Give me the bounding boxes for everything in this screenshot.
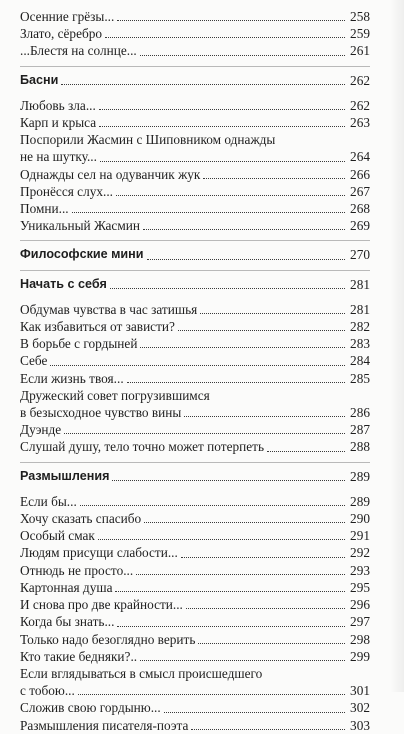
page-number: 289 <box>350 493 370 509</box>
entry-title: Кто такие бедняки?.. <box>20 648 138 664</box>
toc-entry <box>20 579 370 596</box>
dot-leader <box>186 608 345 609</box>
toc-entry-multiline <box>20 387 370 421</box>
entry-title: Пронёсся слух... <box>20 183 113 199</box>
toc-section <box>20 66 370 235</box>
page-number: 301 <box>350 683 370 699</box>
dot-leader <box>98 539 345 540</box>
entry-title: в безысходное чувство вины <box>20 405 182 421</box>
page-number: 303 <box>350 717 370 733</box>
section-heading <box>20 276 370 293</box>
toc-entry <box>20 8 370 25</box>
page-number: 287 <box>350 422 370 438</box>
dot-leader <box>78 694 345 695</box>
page-number: 281 <box>350 276 370 292</box>
toc-entry <box>20 97 370 114</box>
toc-entry <box>20 370 370 387</box>
entry-title: Осенние грёзы... <box>20 9 115 24</box>
entry-title: Однажды сел на одуванчик жук <box>20 166 201 182</box>
dot-leader <box>143 229 345 230</box>
section-heading <box>20 468 370 485</box>
toc-entry-multiline <box>20 131 370 165</box>
entry-title: Если жизнь твоя... <box>20 370 124 386</box>
dot-leader <box>112 480 345 481</box>
entry-title: ...Блестя на солнце... <box>20 43 137 59</box>
dot-leader <box>117 20 345 21</box>
dot-leader <box>64 433 345 434</box>
toc-entry <box>20 648 370 665</box>
entry-title: Дуэнде <box>20 422 62 438</box>
section-divider <box>20 66 370 67</box>
dot-leader <box>140 660 345 661</box>
dot-leader <box>99 109 345 110</box>
dot-leader <box>178 330 345 331</box>
entry-title: Философские мини <box>20 247 144 262</box>
toc-entry <box>20 148 370 165</box>
page-number: 285 <box>350 370 370 386</box>
page-number: 268 <box>350 201 370 217</box>
entry-title: Размышления писателя-поэта <box>20 717 189 733</box>
dot-leader <box>127 382 345 383</box>
entry-title: Людям присущи слабости... <box>20 545 178 561</box>
dot-leader <box>50 365 345 366</box>
toc-entry <box>20 404 370 421</box>
entry-title: Любовь зла... <box>20 97 96 113</box>
entry-title: Обдумав чувства в час затишья <box>20 301 198 317</box>
page-number: 282 <box>350 319 370 335</box>
dot-leader <box>116 195 345 196</box>
toc-entry <box>20 25 370 42</box>
entry-title: В борьбе с гордыней <box>20 336 138 352</box>
toc-section <box>20 240 370 263</box>
entry-title: Себе <box>20 353 48 369</box>
dot-leader <box>105 37 345 38</box>
entry-title: Слушай душу, тело точно может потерпеть <box>20 439 265 455</box>
dot-leader <box>61 84 345 85</box>
entry-title: Отнюдь не просто... <box>20 562 134 578</box>
table-of-contents <box>20 8 370 734</box>
dot-leader <box>100 161 345 162</box>
entry-title: с тобою... <box>20 683 75 699</box>
section-divider <box>20 270 370 271</box>
toc-entry <box>20 217 370 234</box>
toc-section <box>20 462 370 734</box>
page-number: 297 <box>350 614 370 630</box>
entry-title: Как избавиться от зависти? <box>20 319 175 335</box>
entry-title: Размышления <box>20 468 110 483</box>
dot-leader <box>147 259 345 260</box>
page-number: 262 <box>350 97 370 113</box>
toc-entry <box>20 42 370 59</box>
page-edge-shadow <box>390 0 404 692</box>
page-number: 288 <box>350 439 370 455</box>
toc-entry <box>20 527 370 544</box>
dot-leader <box>198 643 345 644</box>
entry-title: Только надо безоглядно верить <box>20 631 196 647</box>
dot-leader <box>115 591 345 592</box>
dot-leader <box>110 288 345 289</box>
page-number: 266 <box>350 166 370 182</box>
toc-entry <box>20 631 370 648</box>
section-heading <box>20 246 370 263</box>
toc-entry <box>20 183 370 200</box>
dot-leader <box>200 313 345 314</box>
toc-entry <box>20 562 370 579</box>
entry-title: Хочу сказать спасибо <box>20 511 142 527</box>
toc-entry <box>20 318 370 335</box>
dot-leader <box>117 626 345 627</box>
page-number: 262 <box>350 72 370 88</box>
page-number: 258 <box>350 9 370 24</box>
entry-title: Картонная душа <box>20 579 113 595</box>
toc-entry <box>20 544 370 561</box>
toc-entry <box>20 699 370 716</box>
page-number: 283 <box>350 336 370 352</box>
page-number: 291 <box>350 528 370 544</box>
entry-title-line: Дружеский совет погрузившимся <box>20 387 210 403</box>
section-heading <box>20 72 370 89</box>
toc-entry <box>20 717 370 734</box>
dot-leader <box>136 574 345 575</box>
entry-title: И снова про две крайности... <box>20 597 183 613</box>
dot-leader <box>267 451 345 452</box>
entry-title: Если бы... <box>20 493 77 509</box>
page-number: 281 <box>350 301 370 317</box>
section-divider <box>20 240 370 241</box>
dot-leader <box>72 212 345 213</box>
toc-entry <box>20 493 370 510</box>
page-number: 267 <box>350 183 370 199</box>
entry-title: Особый смак <box>20 528 95 544</box>
dot-leader <box>184 416 345 417</box>
entry-title: Уникальный Жасмин <box>20 218 140 234</box>
section-divider <box>20 462 370 463</box>
page-number: 295 <box>350 579 370 595</box>
entry-title: не на шутку... <box>20 149 97 165</box>
dot-leader <box>144 522 345 523</box>
page-number: 289 <box>350 468 370 484</box>
page-number: 292 <box>350 545 370 561</box>
dot-leader <box>191 729 345 730</box>
entry-title: Помни... <box>20 201 69 217</box>
page-number: 299 <box>350 648 370 664</box>
page-number: 284 <box>350 353 370 369</box>
page-number: 269 <box>350 218 370 234</box>
toc-entry <box>20 682 370 699</box>
dot-leader <box>181 557 345 558</box>
entry-title: Когда бы знать... <box>20 614 115 630</box>
page-number: 293 <box>350 562 370 578</box>
toc-entry <box>20 613 370 630</box>
toc-section <box>20 270 370 456</box>
dot-leader <box>164 712 345 713</box>
page-number: 302 <box>350 700 370 716</box>
entry-title: Карп и крыса <box>20 115 97 131</box>
entry-title: Злато, сёребро <box>20 26 103 42</box>
page-number: 259 <box>350 26 370 42</box>
page-number: 290 <box>350 511 370 527</box>
page-number: 296 <box>350 597 370 613</box>
page-number: 270 <box>350 247 370 263</box>
entry-title: Сложив свою гордыню... <box>20 700 161 716</box>
entry-title-line: Поспорили Жасмин с Шиповником однажды <box>20 132 276 148</box>
toc-entry <box>20 166 370 183</box>
toc-entry-multiline <box>20 665 370 699</box>
toc-entry <box>20 335 370 352</box>
toc-entry <box>20 510 370 527</box>
dot-leader <box>80 505 345 506</box>
dot-leader <box>140 55 345 56</box>
toc-entry <box>20 200 370 217</box>
toc-entry <box>20 438 370 455</box>
dot-leader <box>203 178 345 179</box>
entry-title-line: Если вглядываться в смысл происшедшего <box>20 665 263 681</box>
page-number: 298 <box>350 631 370 647</box>
toc-entry <box>20 114 370 131</box>
page-number: 263 <box>350 115 370 131</box>
entry-title: Начать с себя <box>20 276 107 291</box>
dot-leader <box>140 347 345 348</box>
dot-leader <box>99 126 345 127</box>
page-number: 264 <box>350 149 370 165</box>
toc-entry <box>20 301 370 318</box>
page-number: 261 <box>350 43 370 59</box>
toc-entry <box>20 421 370 438</box>
toc-entry <box>20 352 370 369</box>
entry-title: Басни <box>20 72 59 87</box>
page-number: 286 <box>350 405 370 421</box>
toc-entry <box>20 596 370 613</box>
